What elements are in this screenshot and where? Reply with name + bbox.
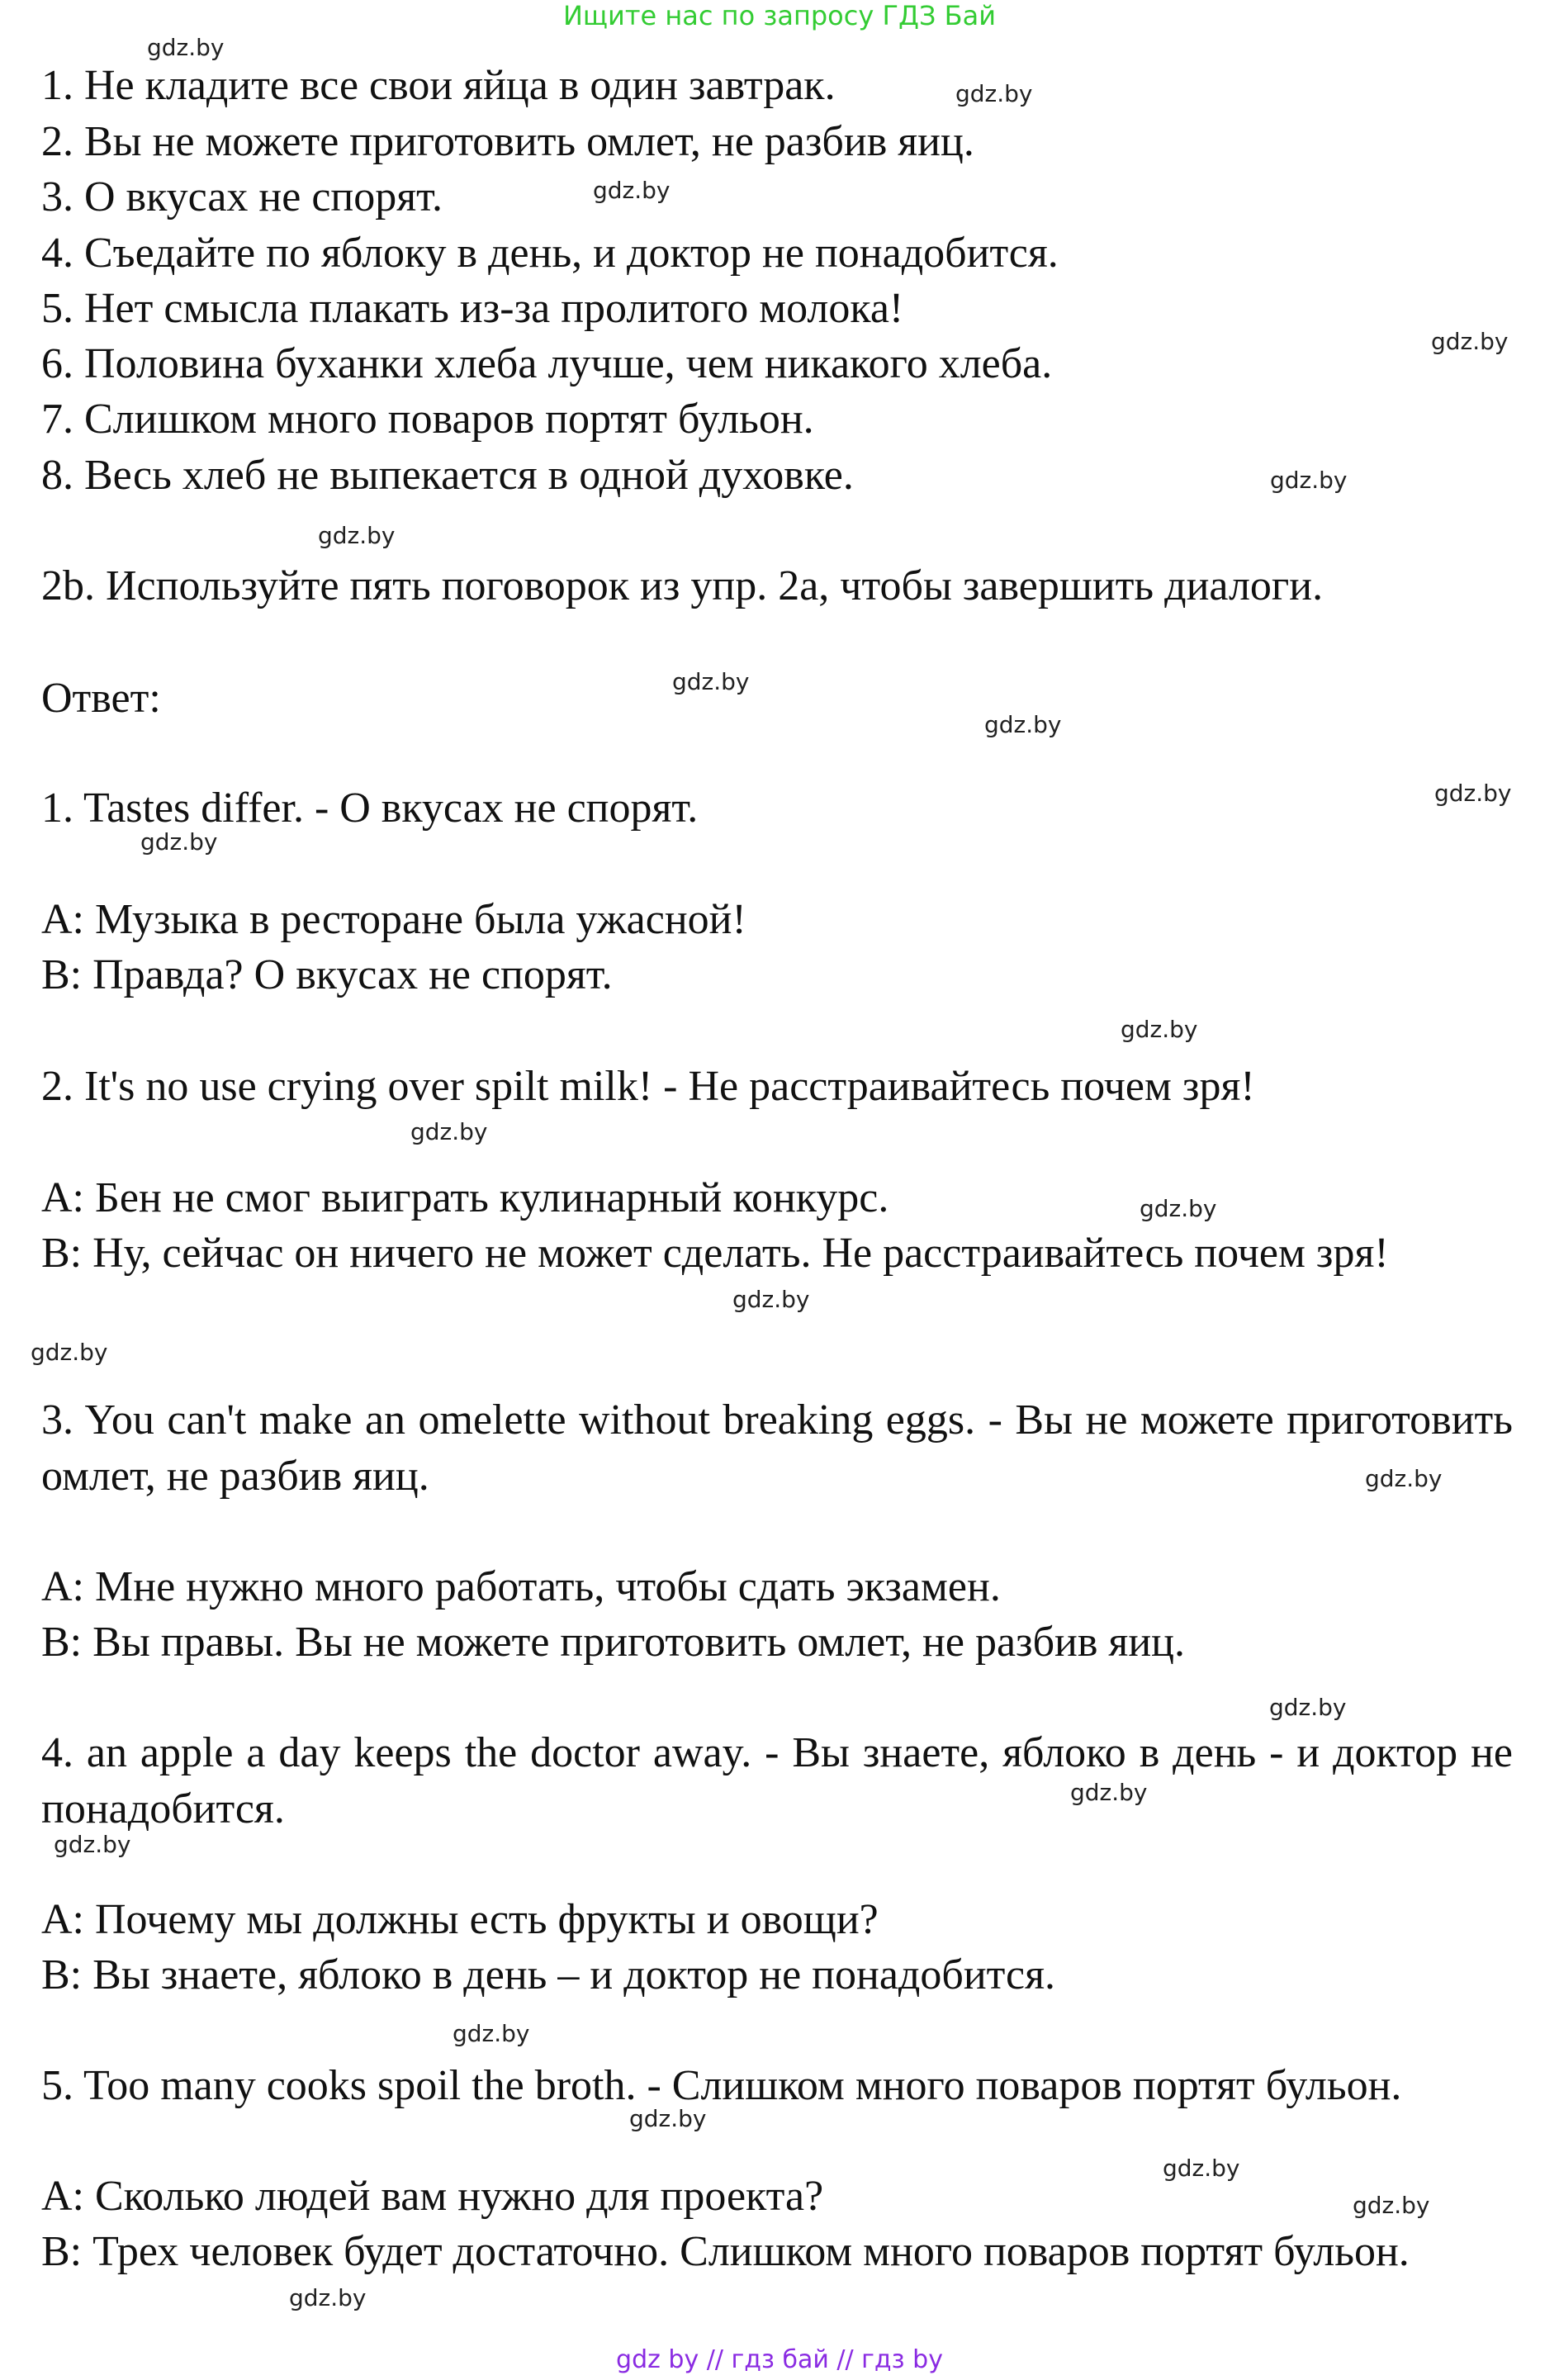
answer-heading: 2. It's no use crying over spilt milk! - Не расстраивайтесь почем зря! [41,1063,1255,1110]
answer-heading: 5. Too many cooks spoil the broth. - Слишком много поваров портят бульон. [41,2062,1402,2109]
watermark: gdz.by [1121,1016,1198,1043]
watermark: gdz.by [1434,780,1512,807]
watermark: gdz.by [1070,1779,1148,1806]
proverb-item: 7. Слишком много поваров портят бульон. [41,396,814,443]
watermark: gdz.by [1269,1694,1347,1721]
dialogue-line-b: В: Правда? О вкусах не спорят. [41,951,613,998]
watermark: gdz.by [147,34,225,61]
footer-links[interactable]: gdz by // гдз бай // гдз by [616,2345,943,2374]
dialogue-line-a: А: Сколько людей вам нужно для проекта? [41,2173,824,2220]
answer-heading: 4. an apple a day keeps the doctor away. - Вы знаете, яблоко в день - и доктор не понадобится. [41,1729,1513,1832]
proverb-item: 6. Половина буханки хлеба лучше, чем никакого хлеба. [41,340,1053,387]
answer-heading: 1. Tastes differ. - О вкусах не спорят. [41,785,699,832]
watermark: gdz.by [1365,1465,1443,1492]
proverb-item: 1. Не кладите все свои яйца в один завтрак. [41,62,836,109]
watermark: gdz.by [31,1339,108,1366]
dialogue-line-a: А: Почему мы должны есть фрукты и овощи? [41,1896,879,1943]
watermark: gdz.by [318,522,396,549]
proverb-item: 3. О вкусах не спорят. [41,173,443,220]
dialogue-line-b: В: Трех человек будет достаточно. Слишком много поваров портят бульон. [41,2228,1410,2275]
watermark: gdz.by [672,668,750,695]
answer-label: Ответ: [41,675,161,722]
watermark: gdz.by [984,711,1062,738]
watermark: gdz.by [289,2284,367,2311]
watermark: gdz.by [629,2105,707,2132]
dialogue-line-a: А: Мне нужно много работать, чтобы сдать экзамен. [41,1563,1001,1610]
watermark: gdz.by [955,80,1033,107]
watermark: gdz.by [593,177,671,204]
watermark: gdz.by [732,1286,810,1313]
task-heading: 2b. Используйте пять поговорок из упр. 2а, чтобы завершить диалоги. [41,562,1324,609]
watermark: gdz.by [140,828,218,856]
proverb-item: 8. Весь хлеб не выпекается в одной духовке. [41,452,854,499]
proverb-item: 5. Нет смысла плакать из-за пролитого молока! [41,285,904,332]
watermark: gdz.by [54,1831,131,1858]
proverb-item: 2. Вы не можете приготовить омлет, не разбив яиц. [41,118,974,165]
dialogue-line-b: В: Ну, сейчас он ничего не может сделать. Не расстраивайтесь почем зря! [41,1230,1389,1277]
answer-heading: 3. You can't make an omelette without breaking eggs. - Вы не можете приготовить омлет, не разбив яиц. [41,1396,1513,1500]
watermark: gdz.by [410,1118,488,1145]
watermark: gdz.by [1431,328,1509,355]
dialogue-line-b: В: Вы правы. Вы не можете приготовить омлет, не разбив яиц. [41,1619,1185,1666]
top-banner[interactable]: Ищите нас по запросу ГДЗ Бай [562,0,997,31]
proverb-item: 4. Съедайте по яблоку в день, и доктор не понадобится. [41,230,1059,277]
watermark: gdz.by [1140,1195,1217,1222]
watermark: gdz.by [1163,2155,1240,2182]
dialogue-line-b: В: Вы знаете, яблоко в день – и доктор не понадобится. [41,1951,1056,1998]
dialogue-line-a: А: Музыка в ресторане была ужасной! [41,896,746,943]
watermark: gdz.by [1270,467,1348,494]
watermark: gdz.by [1353,2192,1430,2219]
watermark: gdz.by [453,2020,530,2047]
dialogue-line-a: А: Бен не смог выиграть кулинарный конкурс. [41,1174,889,1221]
